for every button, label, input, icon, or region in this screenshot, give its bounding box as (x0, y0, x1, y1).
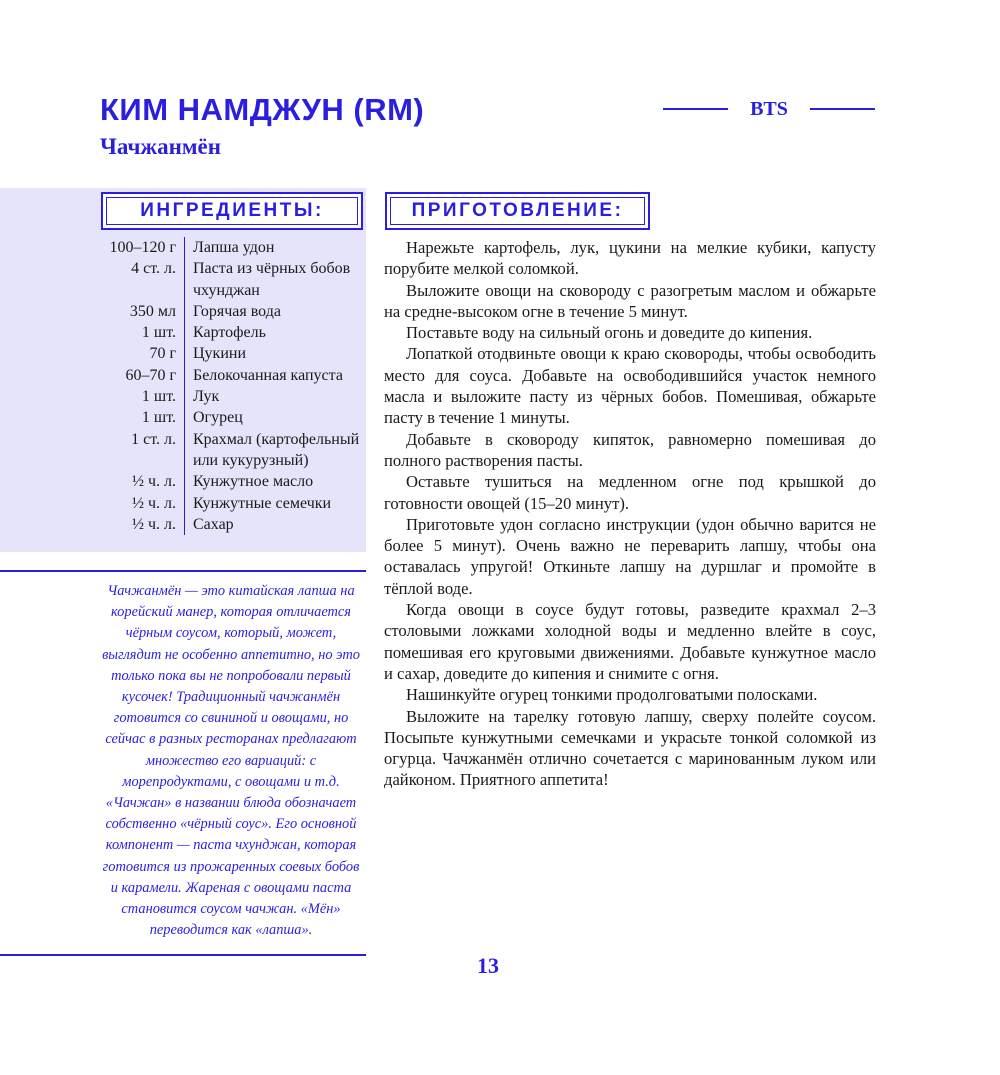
ingredient-qty: 1 ст. л. (131, 430, 176, 448)
ingredient-name: Цукини (184, 343, 362, 364)
recipe-note: Чачжанмён — это китайская лапша на корейский манер, которая отличается чёрным соусом, который, может, выглядит не особенно аппетитно, но это только пока вы не попробовали первый кусочек! Традиционный чачжанмён готовится со свининой и овощами, но сейчас в разных ресторанах предлагают множество его вариаций: с морепродуктами, с овощами и т.д. «Чачжан» в названии блюда обозначает собственно «чёрный соус». Его основной компонент — паста чхунджан, которая готовится из прожаренных соевых бобов и карамели. Жареная с овощами паста становится соусом чачжан. «Мён» переводится как «лапша». (102, 583, 360, 939)
preparation-step: Приготовьте удон согласно инструкции (удон обычно варится не более 5 минут). Очень важно не переварить лапшу, чтобы она оставалась упругой! Откиньте лапшу на дуршлаг и промойте в тёплой воде. (384, 514, 876, 598)
ingredient-name: Сахар (184, 514, 362, 535)
ingredient-qty: 100–120 г (109, 239, 176, 256)
ingredient-qty: 350 мл (129, 302, 176, 320)
page-number: 13 (477, 953, 499, 978)
preparation-step: Оставьте тушиться на медленном огне под крышкой до готовности овощей (15–20 минут). (384, 472, 876, 513)
ingredients-heading-text: ИНГРЕДИЕНТЫ: (140, 200, 324, 221)
preparation-heading-text: ПРИГОТОВЛЕНИЕ: (411, 200, 624, 221)
ingredient-row (100, 471, 362, 492)
ingredient-row (100, 386, 362, 407)
ingredient-qty: ½ ч. л. (131, 494, 176, 512)
preparation-heading (385, 192, 650, 230)
ingredient-qty: 70 г (149, 345, 176, 363)
ingredient-name: Лапша удон (184, 237, 362, 258)
ingredient-name: Кунжутные семечки (184, 493, 362, 514)
preparation-step: Лопаткой отодвиньте овощи к краю сковороды, чтобы освободить место для соуса. Добавьте на освободившийся участок немного масла и выложите пасту из чёрных бобов. Помешивая, обжарьте пасту в течение 1 минуты. (384, 344, 876, 428)
recipe-subtitle: Чачжанмён (100, 134, 221, 159)
ingredients-table (100, 237, 362, 535)
preparation-step: Поставьте воду на сильный огонь и доведите до кипения. (406, 323, 813, 343)
preparation-step: Добавьте в сковороду кипяток, равномерно помешивая до полного растворения пасты. (384, 429, 876, 470)
ingredient-name: Горячая вода (184, 301, 362, 322)
ingredient-qty: 60–70 г (125, 366, 176, 384)
ingredient-row (100, 407, 362, 428)
ingredient-row (100, 343, 362, 364)
ingredient-row (100, 322, 362, 343)
ingredient-name: Паста из чёрных бобов чхунджан (184, 258, 362, 301)
ingredient-row (100, 237, 362, 258)
ingredients-heading (101, 192, 363, 230)
ingredient-name: Лук (184, 386, 362, 407)
ingredient-row (100, 301, 362, 322)
ingredient-qty: 1 шт. (141, 409, 176, 427)
preparation-steps (384, 237, 876, 791)
brand-line-left (663, 108, 728, 110)
note-divider-bottom (0, 954, 366, 956)
brand-label (663, 95, 875, 123)
note-divider-top (0, 570, 366, 572)
ingredient-row (100, 429, 362, 472)
ingredient-name: Огурец (184, 407, 362, 428)
ingredient-name: Крахмал (картофельный или кукурузный) (184, 429, 362, 472)
preparation-step: Нарежьте картофель, лук, цукини на мелкие кубики, капусту порубите мелкой соломкой. (384, 238, 876, 279)
brand-text: BTS (750, 97, 788, 120)
ingredient-row (100, 365, 362, 386)
ingredient-name: Белокочанная капуста (184, 365, 362, 386)
preparation-step: Нашинкуйте огурец тонкими продолговатыми полосками. (406, 685, 818, 705)
ingredient-qty: 4 ст. л. (131, 260, 176, 278)
ingredient-qty: ½ ч. л. (131, 473, 176, 491)
ingredient-name: Картофель (184, 322, 362, 343)
preparation-step: Выложите на тарелку готовую лапшу, сверху полейте соусом. Посыпьте кунжутными семечками и украсьте тонкой соломкой из огурца. Чачжанмён отлично сочетается с маринованным луком или дайконом. Приятного аппетита! (384, 706, 876, 790)
ingredient-qty: 1 шт. (141, 324, 176, 342)
brand-line-right (810, 108, 875, 110)
page-title: КИМ НАМДЖУН (RM) (100, 92, 425, 127)
ingredient-name: Кунжутное масло (184, 471, 362, 492)
preparation-step: Когда овощи в соусе будут готовы, разведите крахмал 2–3 столовыми ложками холодной воды и медленно влейте в соус, помешивая его круговыми движениями. Добавьте кунжутное масло и сахар, доведите до кипения и снимите с огня. (384, 600, 876, 683)
ingredient-row (100, 493, 362, 514)
ingredient-qty: 1 шт. (141, 388, 176, 406)
ingredient-qty: ½ ч. л. (131, 515, 176, 533)
ingredient-row (100, 258, 362, 301)
preparation-step: Выложите овощи на сковороду с разогретым маслом и обжарьте на средне-высоком огне в течение 5 минут. (384, 280, 876, 321)
ingredient-row (100, 514, 362, 535)
